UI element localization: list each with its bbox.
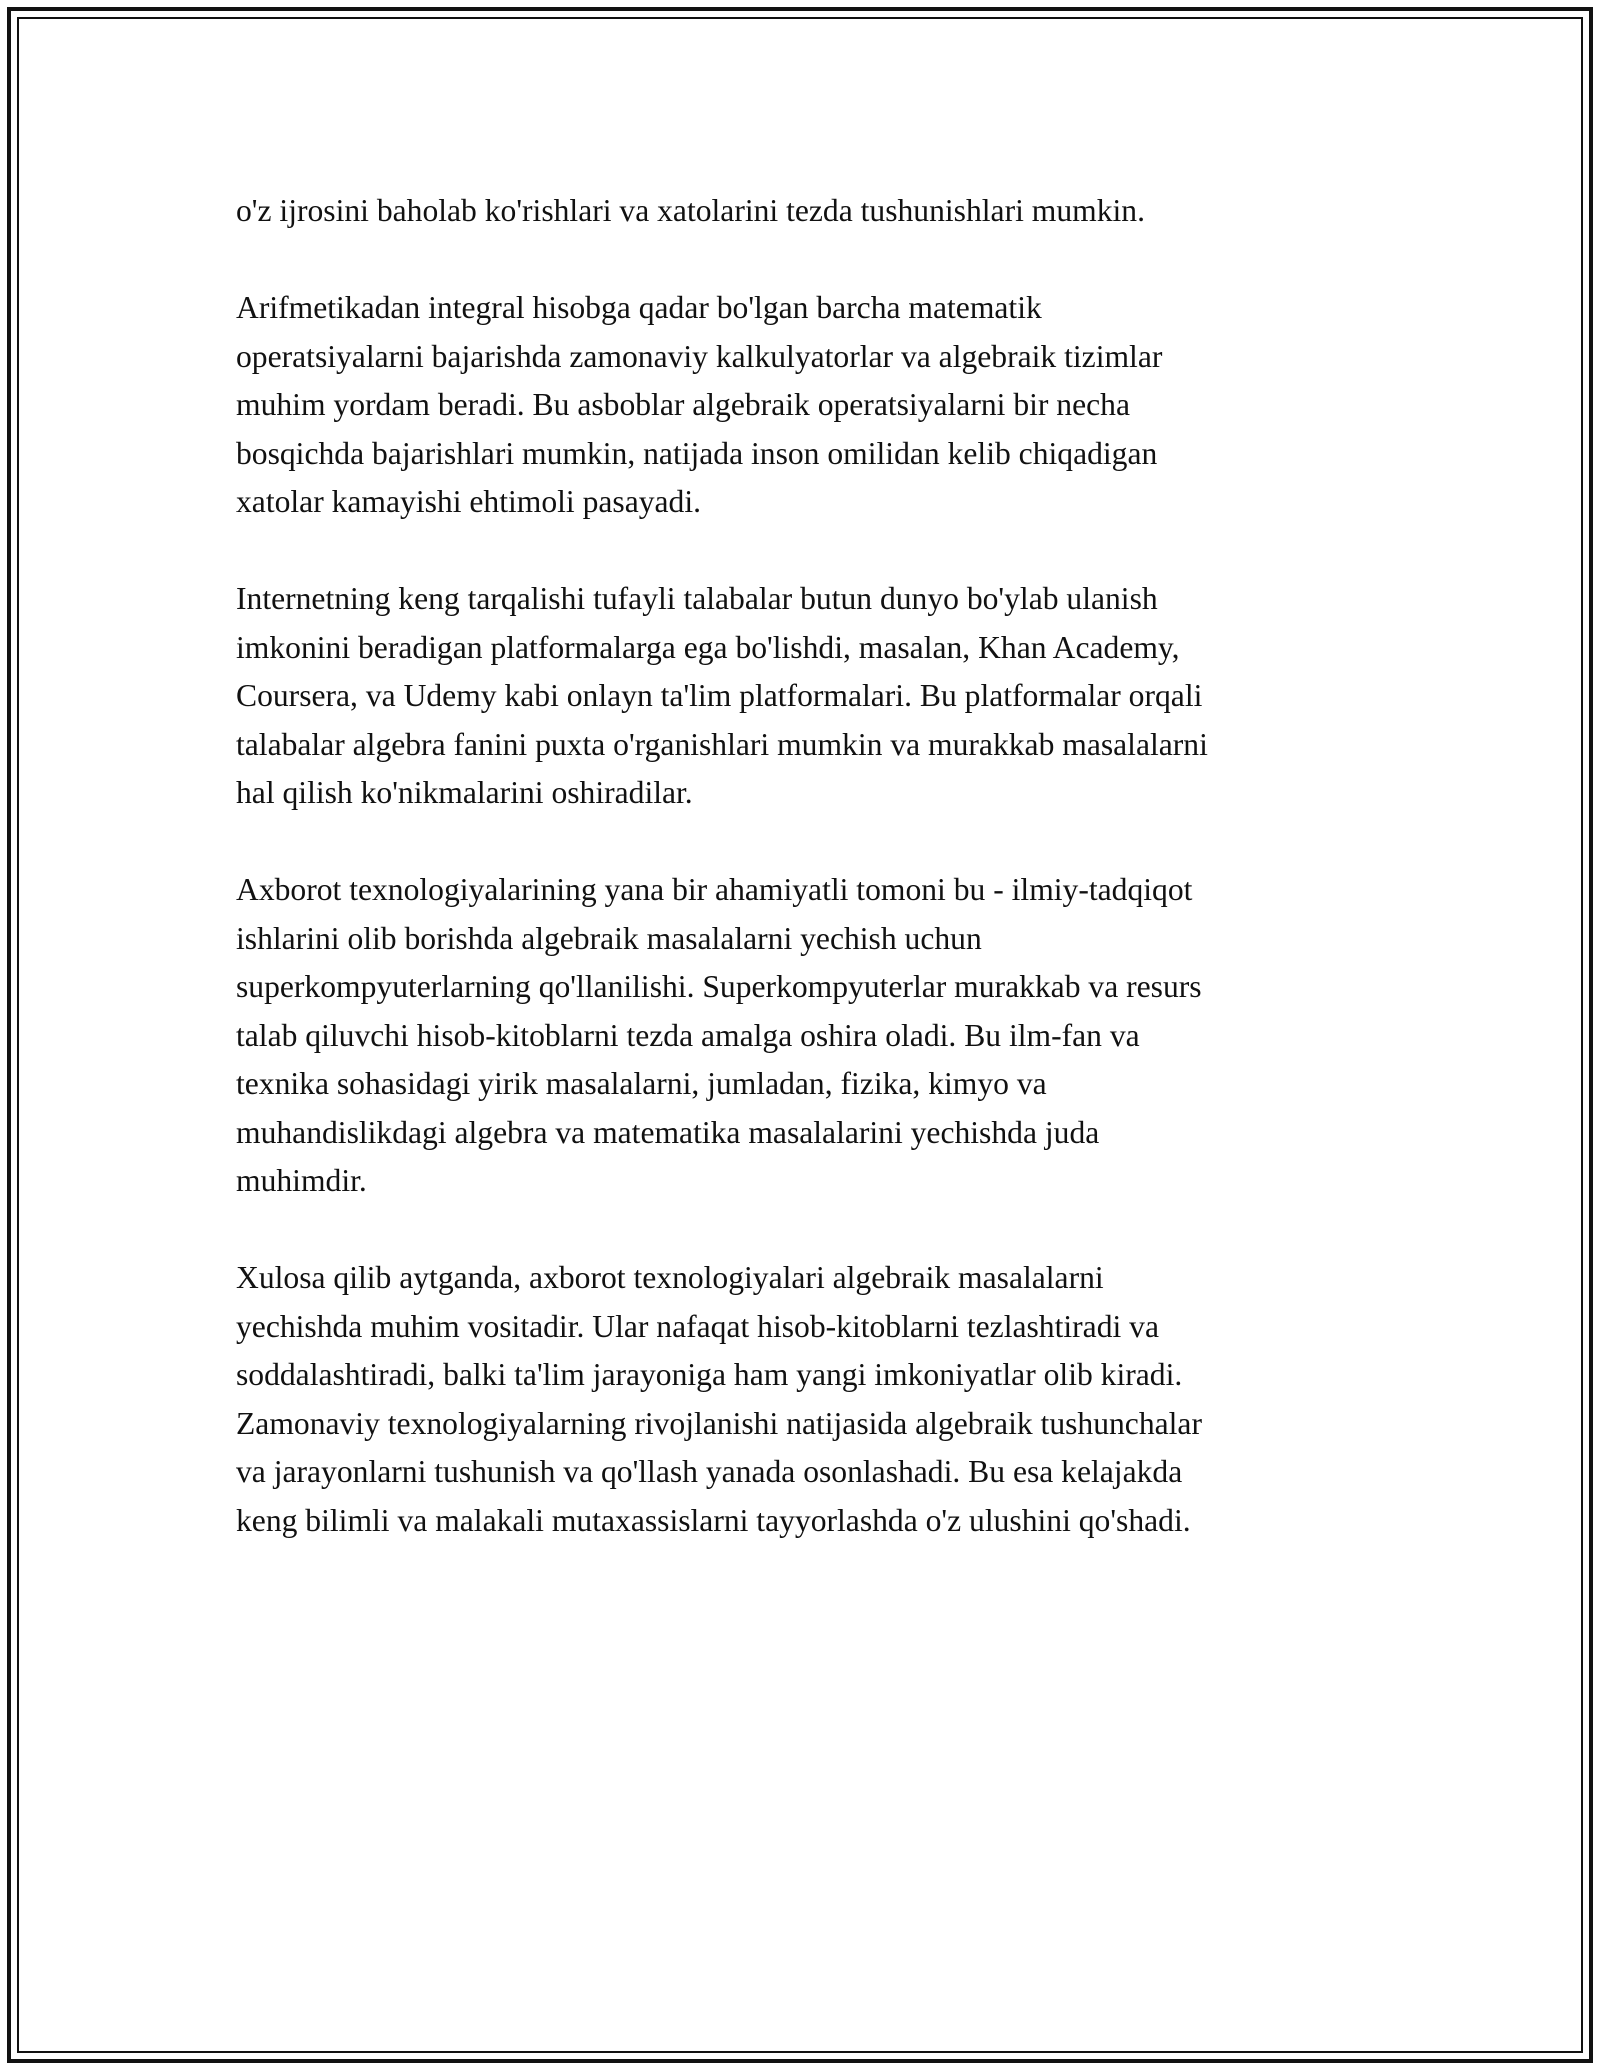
text-line: talabalar algebra fanini puxta o'rganishlari mumkin va murakkab masalalarni	[236, 726, 1208, 762]
text-line: Coursera, va Udemy kabi onlayn ta'lim platformalari. Bu platformalar orqali	[236, 678, 1203, 713]
text-line: hal qilish ko'nikmalarini oshiradilar.	[236, 775, 693, 810]
text-line: texnika sohasidagi yirik masalalarni, jumladan, fizika, kimyo va	[236, 1066, 1047, 1101]
paragraph-3	[236, 575, 1376, 818]
text-line: talab qiluvchi hisob-kitoblarni tezda amalga oshira oladi. Bu ilm-fan va	[236, 1017, 1140, 1053]
text-line: imkonini beradigan platformalarga ega bo'lishdi, masalan, Khan Academy,	[236, 629, 1180, 665]
paragraph-2	[236, 284, 1376, 527]
text-line: superkompyuterlarning qo'llanilishi. Superkompyuterlar murakkab va resurs	[236, 969, 1202, 1004]
text-line: o'z ijrosini baholab ko'rishlari va xatolarini tezda tushunishlari mumkin.	[236, 193, 1145, 228]
text-line: operatsiyalarni bajarishda zamonaviy kalkulyatorlar va algebraik tizimlar	[236, 338, 1163, 374]
text-line: muhim yordam beradi. Bu asboblar algebraik operatsiyalarni bir necha	[236, 387, 1130, 422]
paragraph-4	[236, 866, 1376, 1206]
text-line: yechishda muhim vositadir. Ular nafaqat hisob-kitoblarni tezlashtiradi va	[236, 1308, 1159, 1344]
text-line: xatolar kamayishi ehtimoli pasayadi.	[236, 484, 702, 519]
text-line: Zamonaviy texnologiyalarning rivojlanishi natijasida algebraik tushunchalar	[236, 1405, 1202, 1441]
paragraph-5	[236, 1254, 1376, 1545]
text-line: Arifmetikadan integral hisobga qadar bo'lgan barcha matematik	[236, 290, 1042, 325]
text-line: Xulosa qilib aytganda, axborot texnologiyalari algebraik masalalarni	[236, 1260, 1104, 1295]
paragraph-1	[236, 187, 1376, 236]
text-line: keng bilimli va malakali mutaxassislarni tayyorlashda o'z ulushini qo'shadi.	[236, 1502, 1191, 1538]
text-line: bosqichda bajarishlari mumkin, natijada inson omilidan kelib chiqadigan	[236, 435, 1158, 471]
text-line: va jarayonlarni tushunish va qo'llash yanada osonlashadi. Bu esa kelajakda	[236, 1454, 1183, 1489]
text-line: Internetning keng tarqalishi tufayli talabalar butun dunyo bo'ylab ulanish	[236, 581, 1158, 616]
text-line: ishlarini olib borishda algebraik masalalarni yechish uchun	[236, 920, 982, 956]
text-line: muhimdir.	[236, 1163, 367, 1198]
text-line: soddalashtiradi, balki ta'lim jarayoniga ham yangi imkoniyatlar olib kiradi.	[236, 1357, 1183, 1392]
text-line: muhandislikdagi algebra va matematika masalalarini yechishda juda	[236, 1114, 1100, 1150]
document-body	[236, 187, 1376, 1545]
text-line: Axborot texnologiyalarining yana bir ahamiyatli tomoni bu - ilmiy-tadqiqot	[236, 872, 1193, 907]
